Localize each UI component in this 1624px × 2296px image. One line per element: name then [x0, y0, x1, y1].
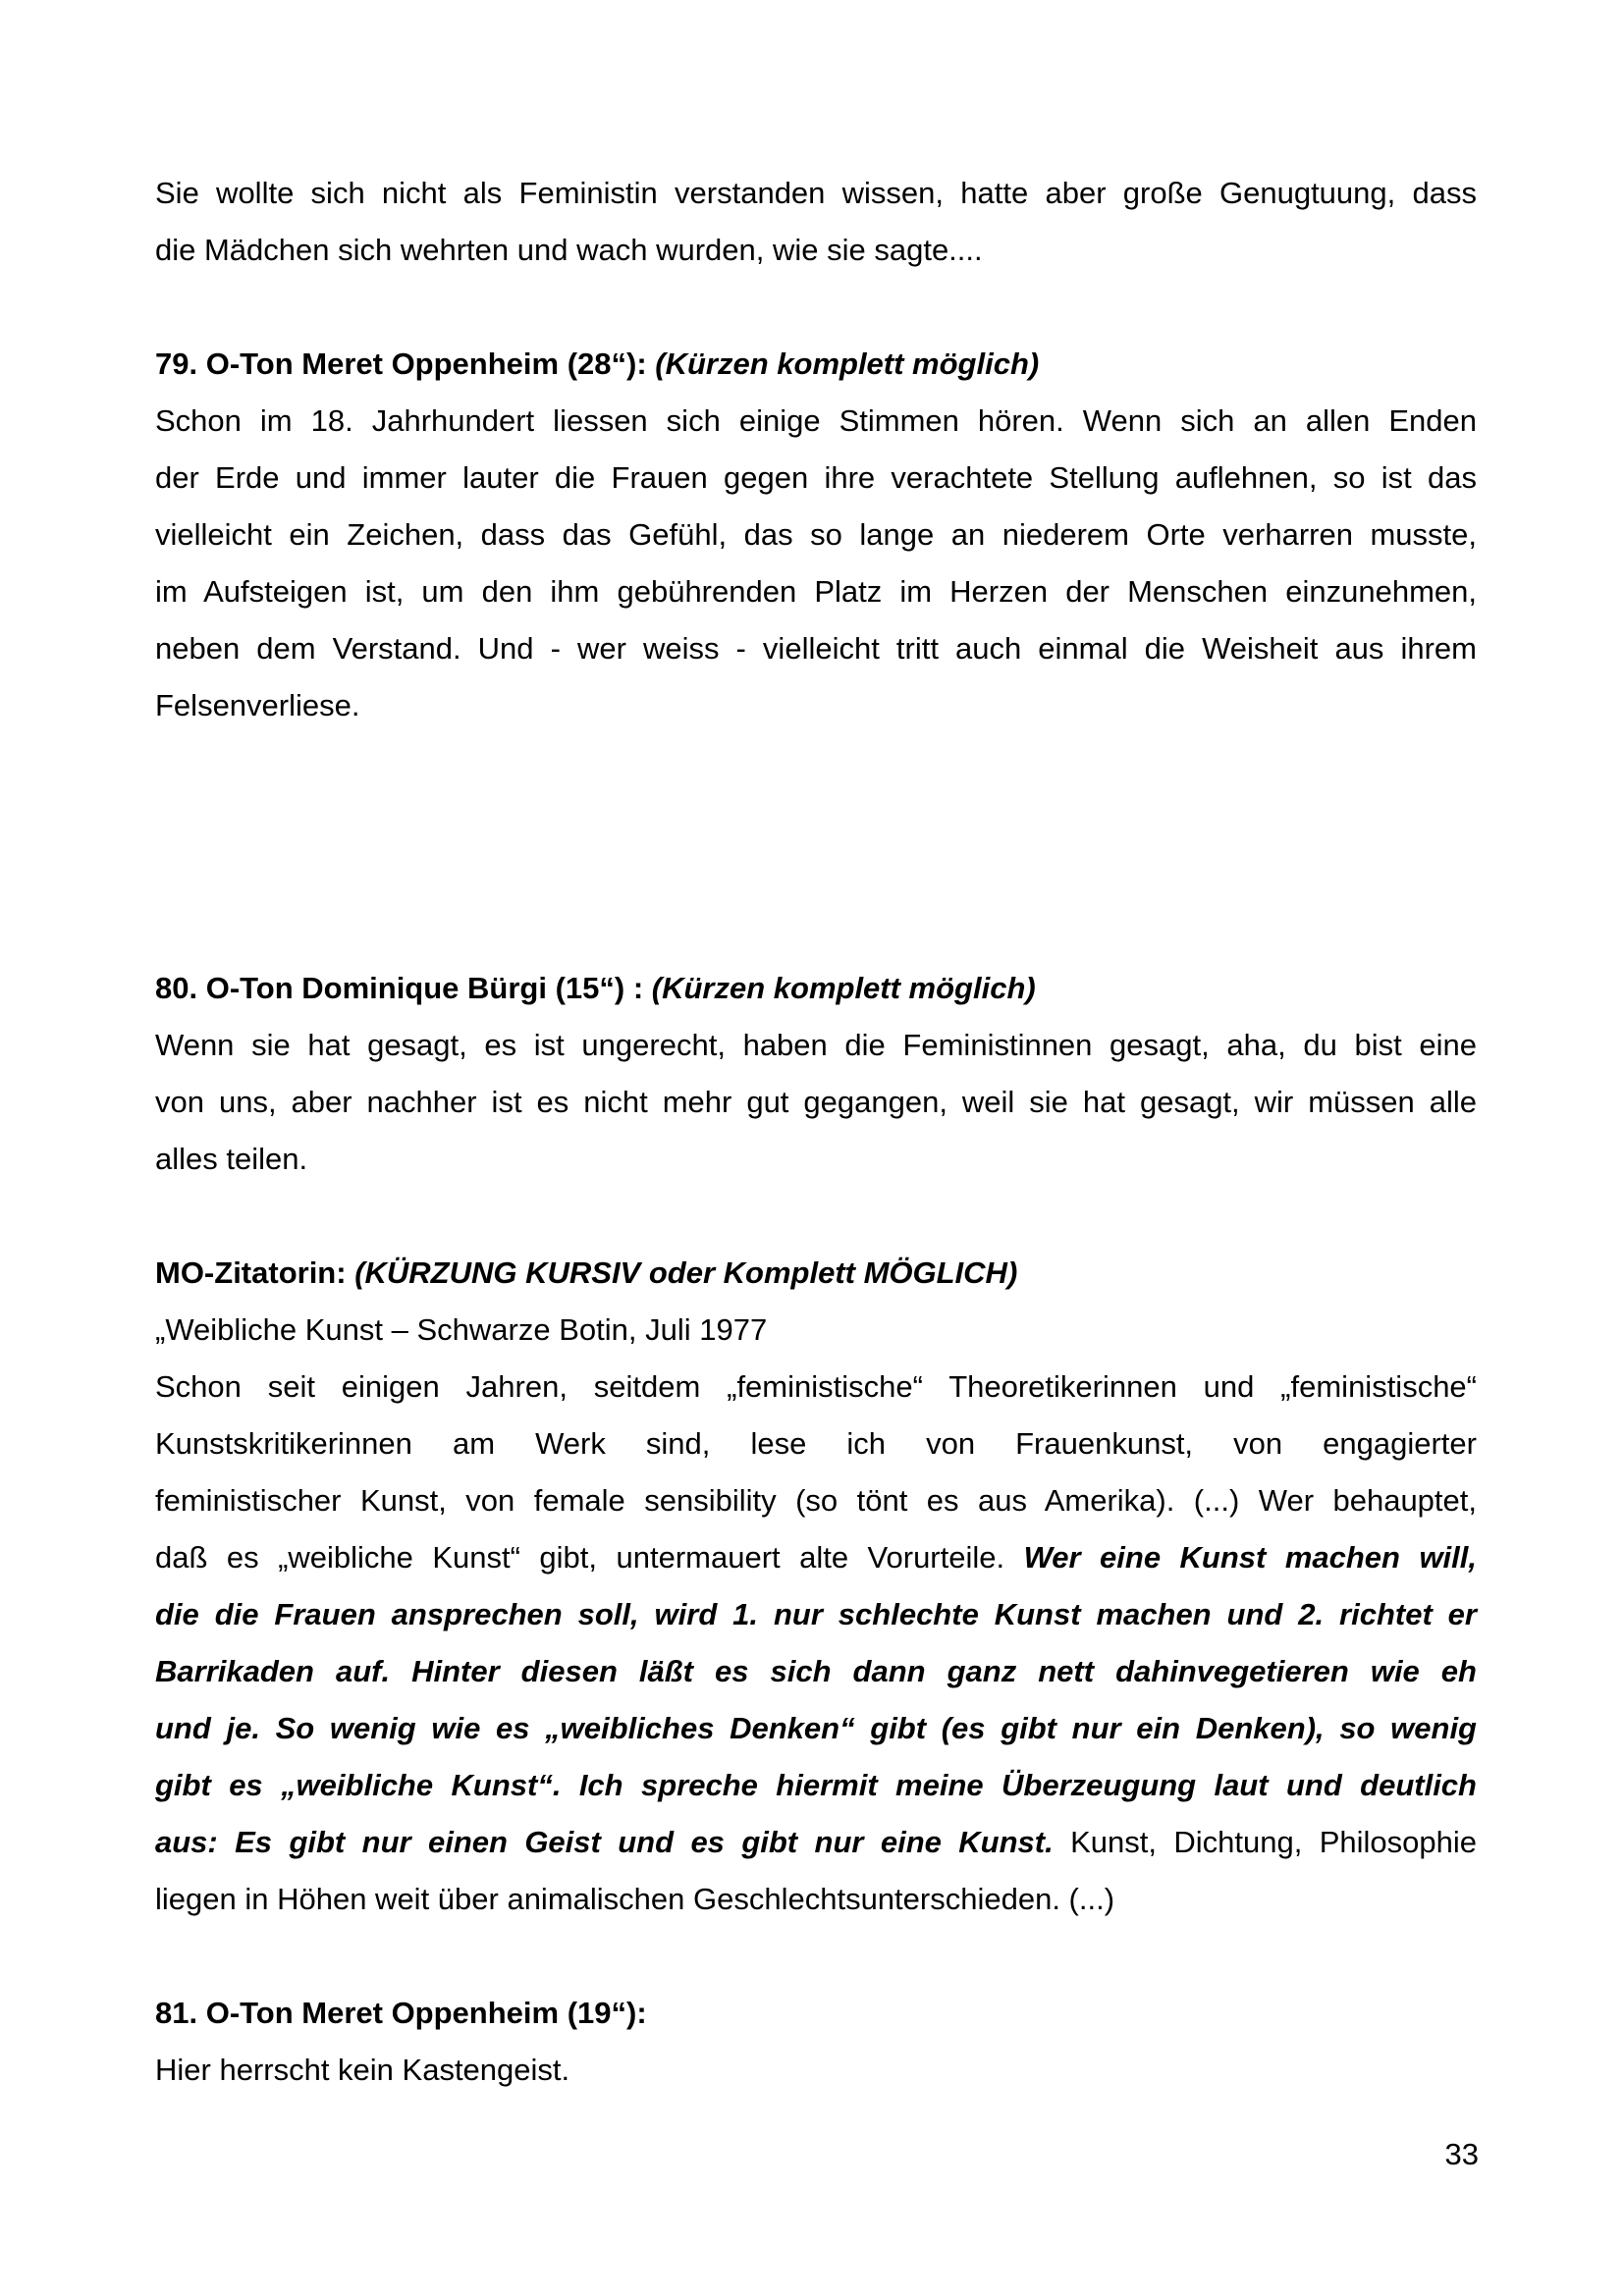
quote-source: „Weibliche Kunst – Schwarze Botin, Juli 1977 — [155, 1312, 768, 1347]
heading-note: (KÜRZUNG KURSIV oder Komplett MÖGLICH) — [354, 1255, 1018, 1290]
heading-label: MO-Zitatorin: — [155, 1255, 355, 1290]
heading-note: (Kürzen komplett möglich) — [651, 971, 1036, 1005]
emphasis-text: Wer eine Kunst machen will, — [1023, 1540, 1478, 1575]
emphasis-line: Barrikaden auf. Hinter diesen läßt es sich dann ganz nett dahinvegetieren wie eh — [155, 1654, 1477, 1688]
text-line: vielleicht ein Zeichen, dass das Gefühl, das so lange an niederem Orte verharren musste, — [155, 517, 1477, 552]
text-line: liegen in Höhen weit über animalischen Geschlechtsunterschieden. (...) — [155, 1882, 1115, 1916]
text-line: Wenn sie hat gesagt, es ist ungerecht, haben die Feministinnen gesagt, aha, du bist eine — [155, 1028, 1477, 1062]
text-line: Felsenverliese. — [155, 688, 360, 722]
emphasis-text: aus: Es gibt nur einen Geist und es gibt nur eine Kunst. — [155, 1825, 1054, 1859]
regular-text: daß es „weibliche Kunst“ gibt, untermauert alte Vorurteile. — [155, 1540, 1024, 1575]
text-line: von uns, aber nachher ist es nicht mehr gut gegangen, weil sie hat gesagt, wir müssen alle — [155, 1085, 1477, 1119]
heading-note: (Kürzen komplett möglich) — [655, 347, 1040, 381]
emphasis-line: die die Frauen ansprechen soll, wird 1. nur schlechte Kunst machen und 2. richtet er — [155, 1597, 1477, 1631]
text-line: Sie wollte sich nicht als Feministin verstanden wissen, hatte aber große Genugtuung, dass — [155, 176, 1477, 210]
text-line: Schon im 18. Jahrhundert liessen sich einige Stimmen hören. Wenn sich an allen Enden — [155, 403, 1477, 438]
text-line — [155, 1824, 1477, 1861]
regular-text: Kunst, Dichtung, Philosophie — [1053, 1825, 1478, 1859]
section-heading: 81. O-Ton Meret Oppenheim (19“): — [155, 1996, 647, 2030]
text-line: feministischer Kunst, von female sensibility (so tönt es aus Amerika). (...) Wer behauptet, — [155, 1483, 1477, 1518]
heading-label: 79. O-Ton Meret Oppenheim (28“): — [155, 347, 656, 381]
heading-label: 80. O-Ton Dominique Bürgi (15“) : — [155, 971, 652, 1005]
emphasis-line: und je. So wenig wie es „weibliches Denken“ gibt (es gibt nur ein Denken), so wenig — [155, 1711, 1477, 1745]
text-line: Kunstskritikerinnen am Werk sind, lese ich von Frauenkunst, von engagierter — [155, 1426, 1477, 1461]
text-line: alles teilen. — [155, 1142, 308, 1176]
section-heading — [155, 970, 1477, 1007]
text-line: die Mädchen sich wehrten und wach wurden, wie sie sagte.... — [155, 233, 983, 267]
section-heading — [155, 1255, 1477, 1292]
text-line: neben dem Verstand. Und - wer weiss - vielleicht tritt auch einmal die Weisheit aus ihrem — [155, 631, 1477, 666]
text-line: der Erde und immer lauter die Frauen gegen ihre verachtete Stellung auflehnen, so ist das — [155, 460, 1477, 495]
text-line: Schon seit einigen Jahren, seitdem „feministische“ Theoretikerinnen und „feministische“ — [155, 1369, 1477, 1404]
text-line: im Aufsteigen ist, um den ihm gebührenden Platz im Herzen der Menschen einzunehmen, — [155, 574, 1477, 609]
text-line — [155, 1539, 1477, 1576]
text-line: Hier herrscht kein Kastengeist. — [155, 2053, 570, 2087]
section-heading — [155, 346, 1477, 383]
emphasis-line: gibt es „weibliche Kunst“. Ich spreche hiermit meine Überzeugung laut und deutlich — [155, 1768, 1477, 1802]
page-number: 33 — [1444, 2137, 1479, 2171]
